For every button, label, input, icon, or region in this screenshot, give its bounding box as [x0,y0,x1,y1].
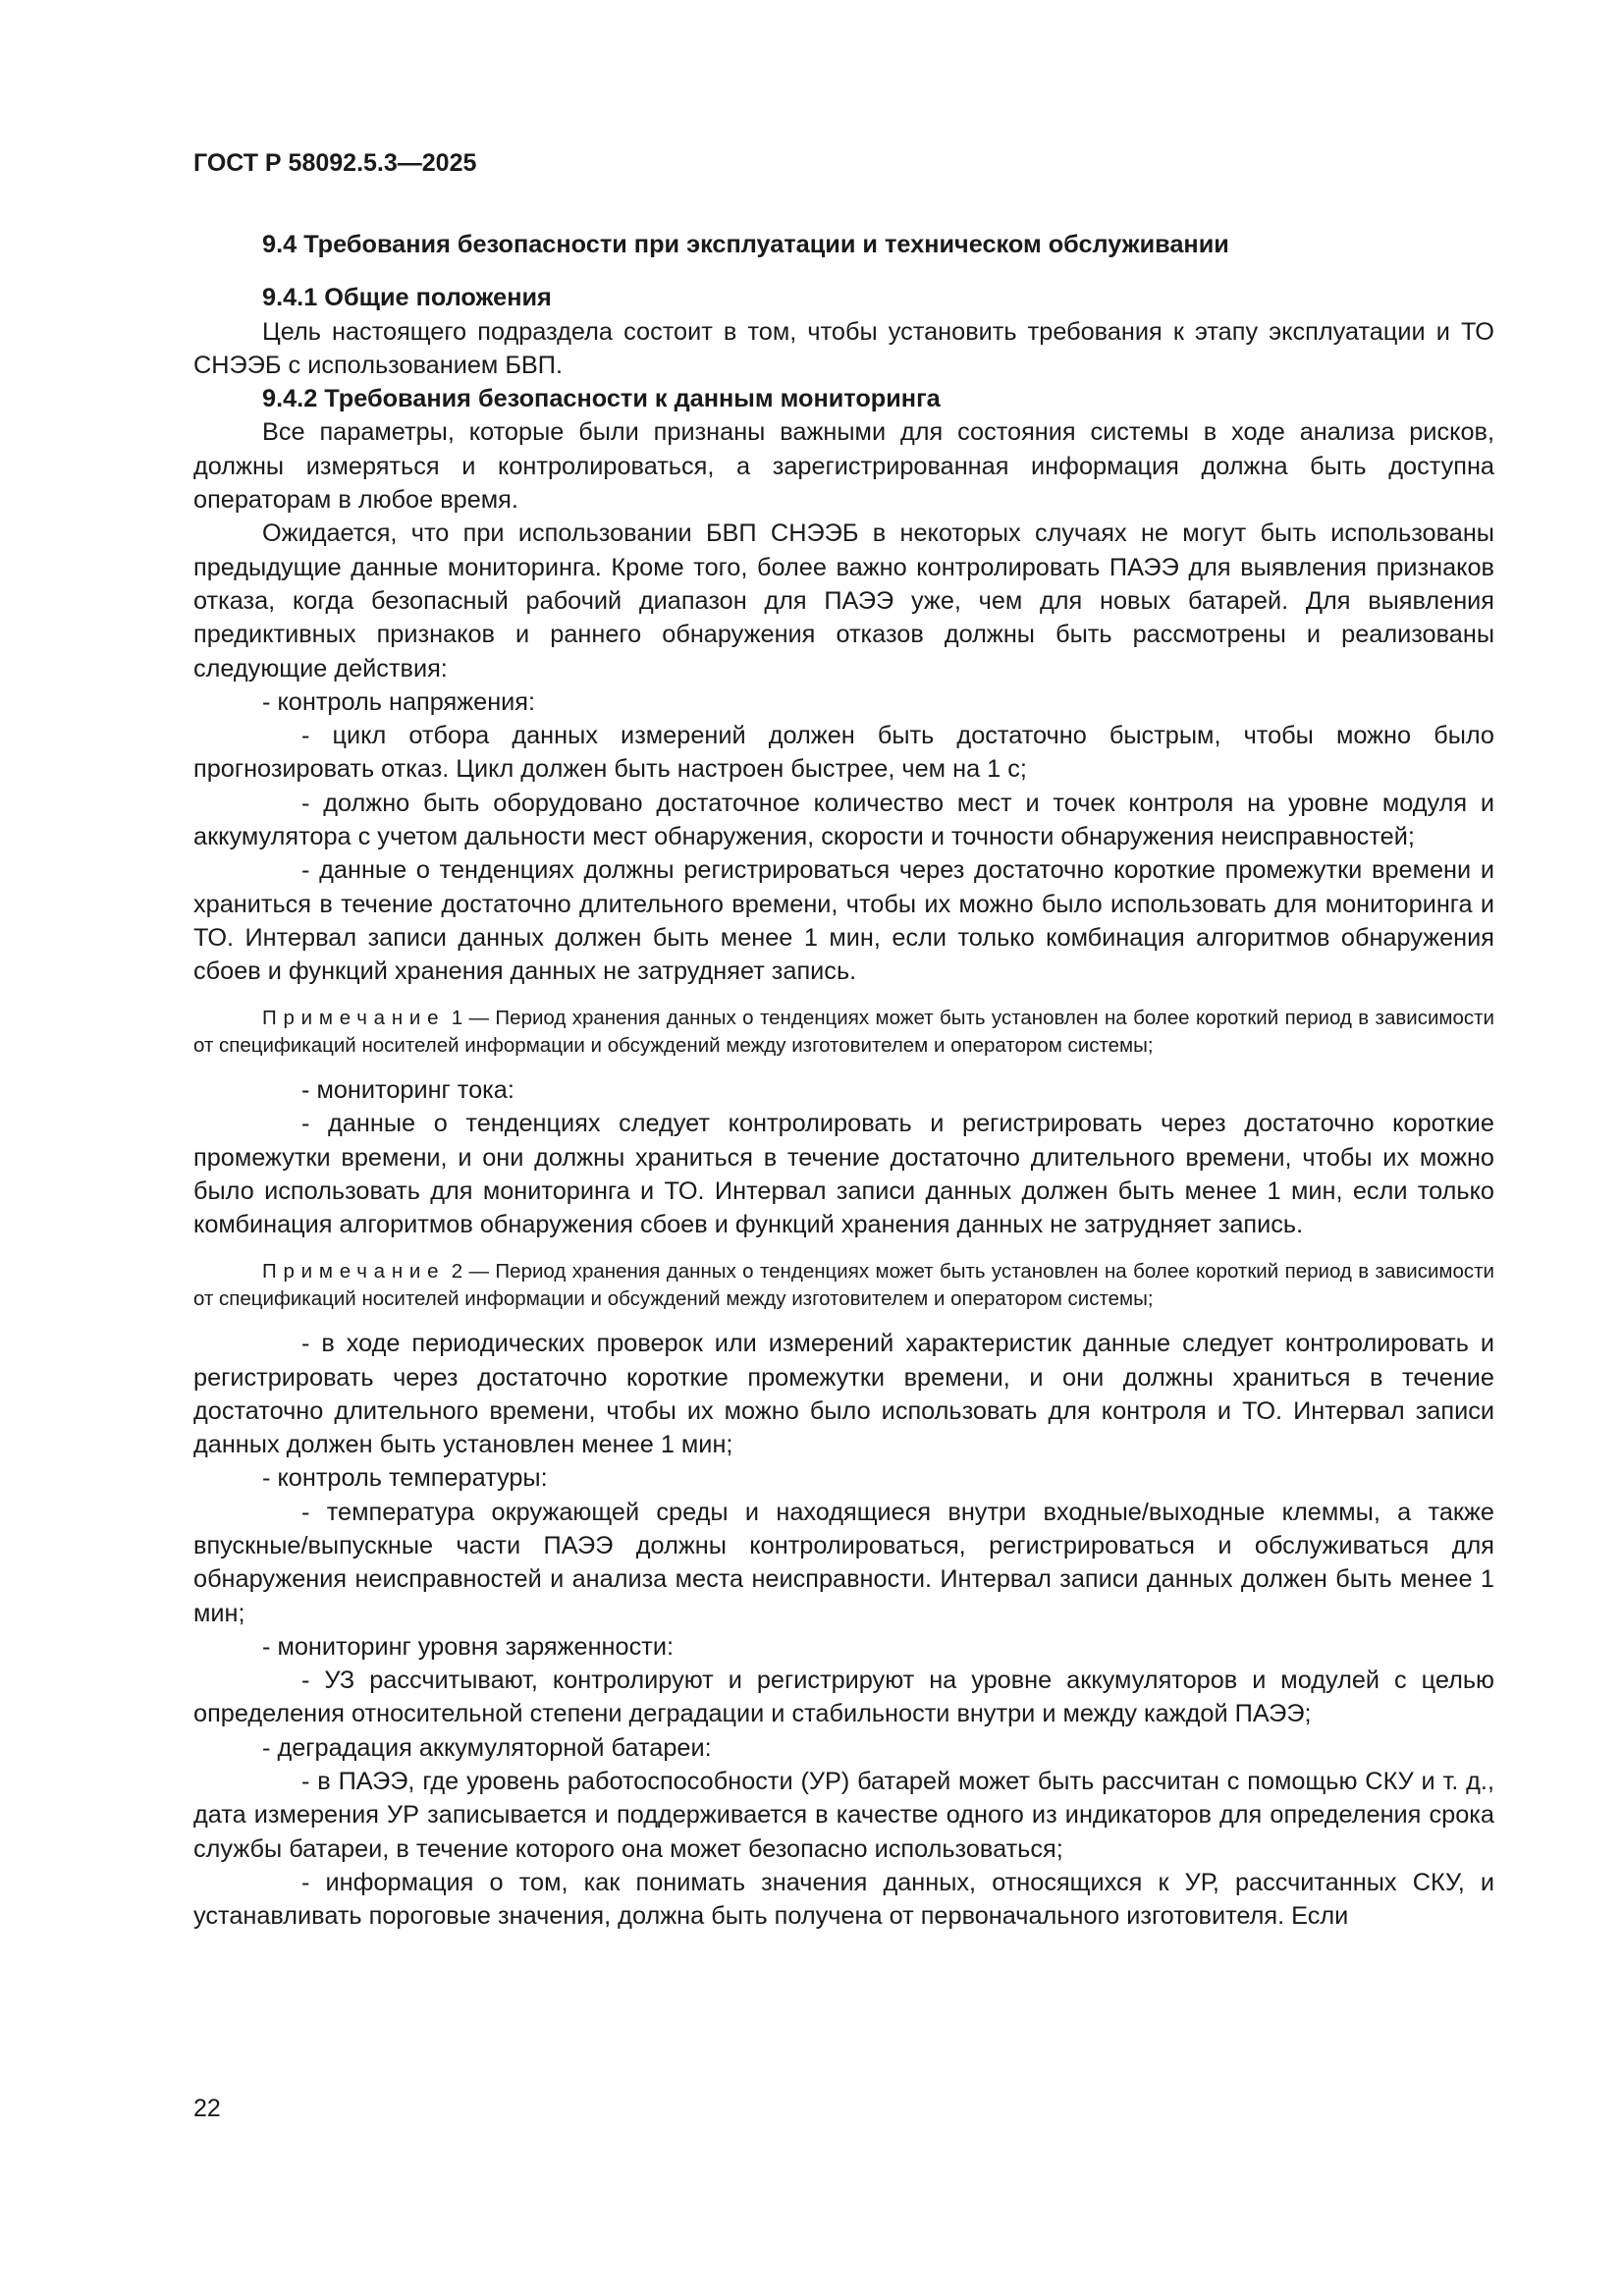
section-9-4-1-heading: 9.4.1 Общие положения [262,284,552,312]
sub-list-item: - в ходе периодических проверок или измерений характеристик данные следует контролировать и регистрировать через достаточно короткие промежутки времени, и они должны храниться в течение достаточно длительного времени, чтобы их можно было использовать для контроля и ТО. Интервал записи данных должен быть установлен менее 1 мин; [193,1330,1494,1459]
paragraph: Ожидается, что при использовании БВП СНЭЭБ в некоторых случаях не могут быть использованы предыдущие данные мониторинга. Кроме того, более важно контролировать ПАЭЭ для выявления признаков отказа, когда безопасный рабочий диапазон для ПАЭЭ уже, чем для новых батарей. Для выявления предиктивных признаков и раннего обнаружения отказов должны быть рассмотрены и реализованы следующие действия: [193,519,1494,683]
sub-list-item: - должно быть оборудовано достаточное количество мест и точек контроля на уровне модуля и аккумулятора с учетом дальности мест обнаружения, скорости и точности обнаружения неисправностей; [193,789,1494,851]
paragraph: Цель настоящего подраздела состоит в том, чтобы установить требования к этапу эксплуатации и ТО СНЭЭБ с использованием БВП. [193,317,1494,379]
note-label: Примечание [262,1259,446,1283]
note-2 [193,1258,1494,1314]
sub-list-item: - цикл отбора данных измерений должен быть достаточно быстрым, чтобы можно было прогнозировать отказ. Цикл должен быть настроен быстрее, чем на 1 с; [193,722,1494,784]
note-text: 1 — Период хранения данных о тенденциях может быть установлен на более короткий период в зависимости от спецификаций носителей информации и обсуждений между изготовителем и оператором системы; [193,1006,1494,1057]
sub-list-item: - температура окружающей среды и находящиеся внутри входные/выходные клеммы, а также впускные/выпускные части ПАЭЭ должны контролироваться, регистрироваться и обслуживаться для обнаружения неисправностей и анализа места неисправности. Интервал записи данных должен быть менее 1 мин; [193,1498,1494,1627]
note-1 [193,1005,1494,1061]
section-9-4-2-heading: 9.4.2 Требования безопасности к данным мониторинга [262,385,941,413]
note-text: 2 — Период хранения данных о тенденциях может быть установлен на более короткий период в зависимости от спецификаций носителей информации и обсуждений между изготовителем и оператором системы; [193,1259,1494,1310]
list-item-temperature: - контроль температуры: [262,1464,548,1493]
page-number: 22 [193,2095,221,2122]
paragraph: Все параметры, которые были признаны важными для состояния системы в ходе анализа рисков, должны измеряться и контролироваться, а зарегистрированная информация должна быть доступна операторам в любое время. [193,418,1494,515]
sub-list-item: - информация о том, как понимать значения данных, относящихся к УР, рассчитанных СКУ, и устанавливать пороговые значения, должна быть получена от первоначального изготовителя. Если [193,1868,1494,1931]
list-item-voltage: - контроль напряжения: [262,687,536,716]
document-code-header: ГОСТ Р 58092.5.3—2025 [193,149,477,177]
list-item-degradation: - деградация аккумуляторной батареи: [262,1733,712,1762]
sub-list-item: - в ПАЭЭ, где уровень работоспособности (УР) батарей может быть рассчитан с помощью СКУ и т. д., дата измерения УР записывается и поддерживается в качестве одного из индикаторов для определения срока службы батареи, в течение которого она может безопасно использоваться; [193,1768,1494,1863]
list-item-current: - мониторинг тока: [301,1076,514,1105]
section-9-4-heading: 9.4 Требования безопасности при эксплуатации и техническом обслуживании [262,231,1229,258]
sub-list-item: - УЗ рассчитывают, контролируют и регистрируют на уровне аккумуляторов и модулей с целью определения относительной степени деградации и стабильности внутри и между каждой ПАЭЭ; [193,1667,1494,1728]
note-label: Примечание [262,1006,446,1029]
sub-list-item: - данные о тенденциях следует контролировать и регистрировать через достаточно короткие промежутки времени, и они должны храниться в течение достаточно длительного времени, чтобы их можно было использовать для мониторинга и ТО. Интервал записи данных должен быть менее 1 мин, если только комбинация алгоритмов обнаружения сбоев и функций хранения данных не затрудняет запись. [193,1110,1494,1239]
sub-list-item: - данные о тенденциях должны регистрироваться через достаточно короткие промежутки времени и храниться в течение достаточно длительного времени, чтобы их можно было использовать для мониторинга и ТО. Интервал записи данных должен быть менее 1 мин, если только комбинация алгоритмов обнаружения сбоев и функций хранения данных не затрудняет запись. [193,856,1494,986]
document-body [193,228,1494,1934]
list-item-soc: - мониторинг уровня заряженности: [262,1632,674,1661]
